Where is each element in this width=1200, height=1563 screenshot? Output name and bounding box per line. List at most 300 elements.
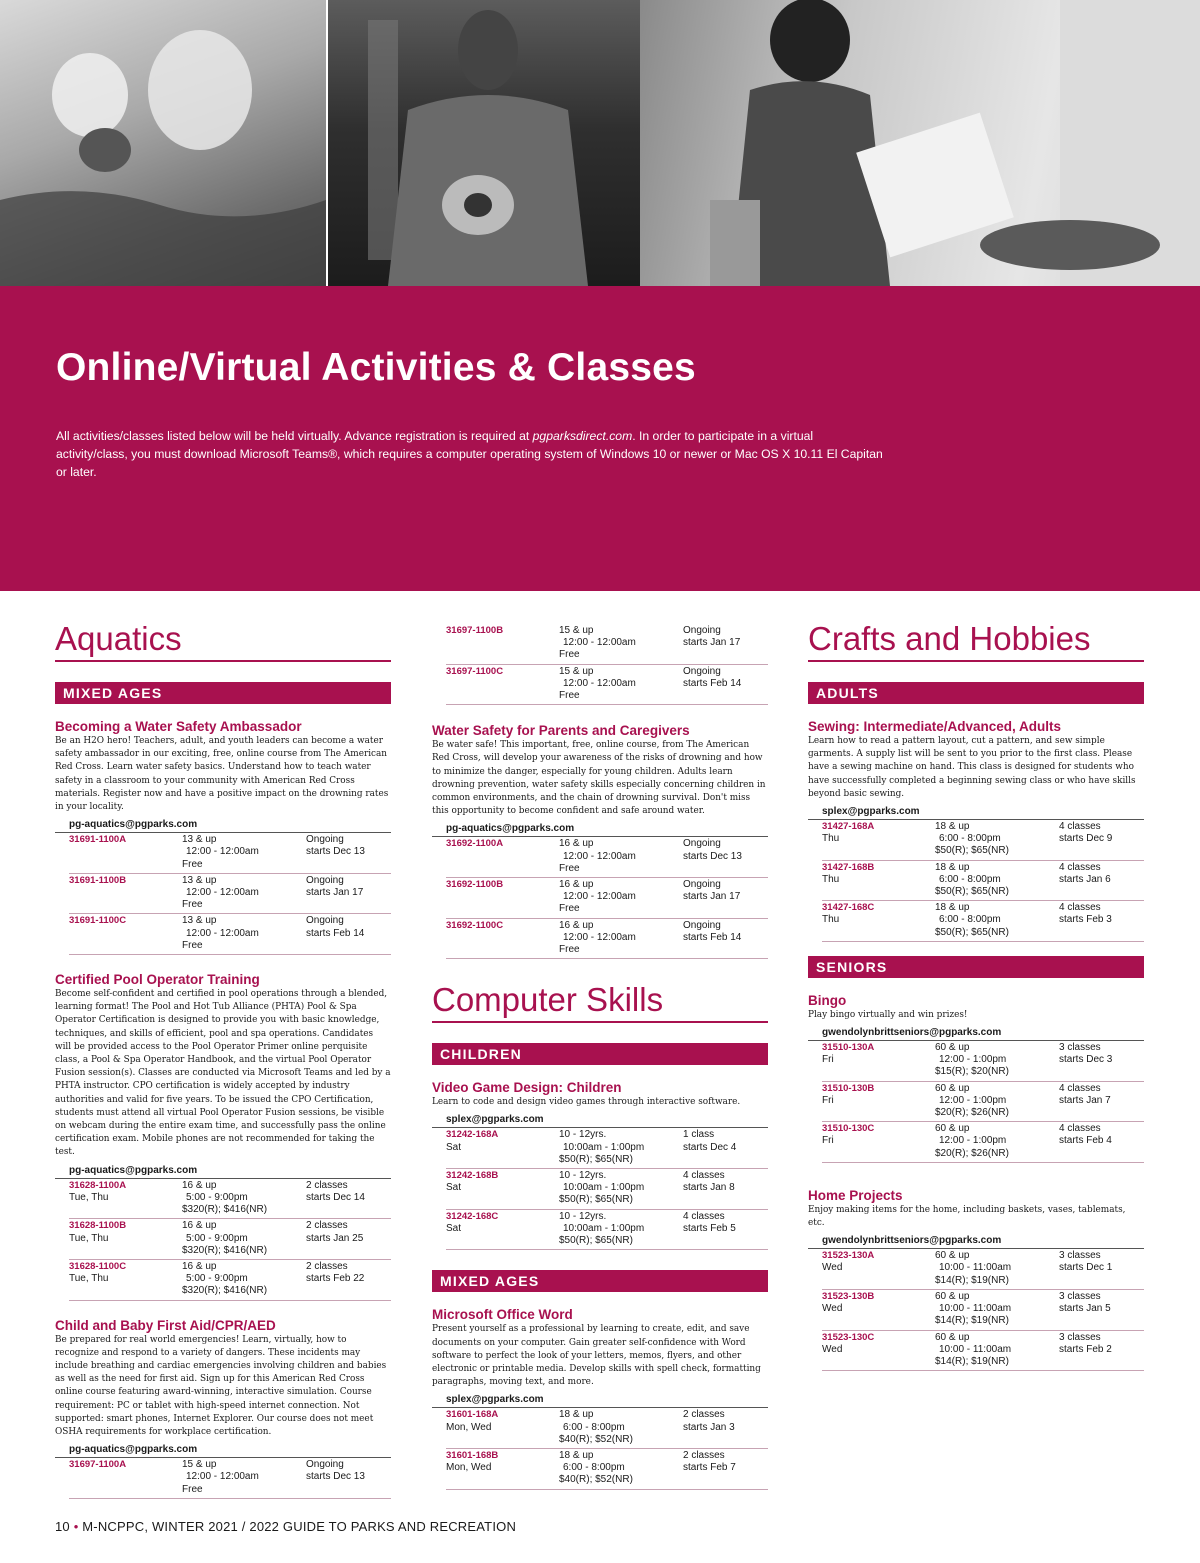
schedule-first-aid (69, 1458, 391, 1499)
course-status: 2 classes (306, 1220, 348, 1232)
course-fee: $50(R); $65(NR) (935, 926, 1009, 938)
row-col-code (822, 1123, 935, 1160)
course-status: Ongoing (306, 1459, 344, 1471)
row-col-status (1059, 1123, 1144, 1160)
page-number: 10 (55, 1519, 70, 1534)
row-col-code (446, 1170, 559, 1207)
schedule-row (446, 1408, 768, 1449)
contact-email-video-game[interactable]: splex@pgparks.com (432, 1113, 768, 1128)
course-age: 10 - 12yrs. (559, 1170, 607, 1182)
course-time: 6:00 - 8:00pm (563, 1462, 625, 1474)
row-col-details (935, 821, 1059, 858)
row-col-status (683, 920, 768, 957)
row-col-code (822, 1291, 935, 1328)
course-status: 4 classes (1059, 821, 1101, 833)
course-status: 2 classes (306, 1179, 348, 1191)
course-age: 15 & up (559, 625, 594, 636)
schedule-row (69, 1219, 391, 1260)
course-start: starts Feb 2 (1059, 1343, 1112, 1355)
activity-title-home-projects: Home Projects (808, 1187, 903, 1203)
course-code[interactable]: 31692-1100B (446, 879, 504, 891)
course-start: starts Jan 17 (683, 891, 741, 903)
page-title: Online/Virtual Activities & Classes (56, 346, 696, 389)
course-age: 18 & up (935, 821, 970, 833)
course-start: starts Feb 14 (306, 927, 365, 939)
course-code[interactable]: 31628-1100C (69, 1260, 127, 1272)
course-code[interactable]: 31523-130A (822, 1250, 875, 1262)
row-col-status (683, 1409, 768, 1446)
contact-email-first-aid[interactable]: pg-aquatics@pgparks.com (55, 1443, 391, 1458)
course-age: 16 & up (182, 1179, 217, 1191)
course-start: starts Dec 13 (306, 846, 365, 858)
row-col-status (1059, 1083, 1144, 1120)
schedule-row (822, 1082, 1144, 1123)
row-col-code (446, 920, 559, 957)
course-age: 16 & up (559, 919, 594, 931)
course-start: starts Jan 25 (306, 1232, 364, 1244)
course-fee: $320(R); $416(NR) (182, 1204, 268, 1216)
row-col-status (1059, 902, 1144, 939)
course-time: 12:00 - 12:00am (563, 850, 636, 862)
course-time: 6:00 - 8:00pm (939, 833, 1001, 845)
schedule-row (446, 665, 768, 706)
course-age: 60 & up (935, 1331, 970, 1343)
schedule-row (69, 833, 391, 874)
course-time: 10:00am - 1:00pm (563, 1222, 645, 1234)
course-start: starts Feb 7 (683, 1462, 736, 1474)
row-col-code (446, 1129, 559, 1166)
course-code[interactable]: 31427-168C (822, 902, 875, 914)
schedule-row (69, 1260, 391, 1301)
course-time: 6:00 - 8:00pm (939, 914, 1001, 926)
course-days: Fri (822, 1135, 834, 1147)
row-col-details (935, 902, 1059, 939)
course-start: starts Jan 8 (683, 1182, 735, 1194)
row-col-details (182, 1220, 306, 1257)
photo-weight-training-graphic (328, 0, 640, 286)
course-age: 16 & up (559, 838, 594, 850)
schedule-row (446, 1449, 768, 1490)
course-time: 6:00 - 8:00pm (939, 873, 1001, 885)
schedule-row (822, 1122, 1144, 1163)
course-status: Ongoing (306, 874, 344, 886)
course-code[interactable]: 31601-168A (446, 1409, 499, 1421)
course-fee: Free (182, 939, 203, 951)
activity-desc-home-projects: Enjoy making items for the home, including baskets, vases, tablemats, etc. (808, 1204, 1126, 1229)
row-col-code (446, 1409, 559, 1446)
course-code[interactable]: 31242-168A (446, 1129, 499, 1141)
course-status: 4 classes (1059, 861, 1101, 873)
registration-link[interactable]: pgparksdirect.com (532, 429, 633, 443)
course-code[interactable]: 31510-130A (822, 1042, 875, 1054)
row-col-code (69, 1180, 182, 1217)
course-code[interactable]: 31510-130B (822, 1082, 875, 1094)
row-col-status (306, 1180, 391, 1217)
course-code[interactable]: 31242-168B (446, 1170, 499, 1182)
contact-email-word[interactable]: splex@pgparks.com (432, 1393, 768, 1408)
schedule-row (69, 1458, 391, 1499)
course-code[interactable]: 31697-1100B (446, 625, 504, 636)
course-time: 12:00 - 12:00am (563, 891, 636, 903)
row-col-status (683, 879, 768, 916)
course-status: Ongoing (306, 834, 344, 846)
schedule-row (822, 1290, 1144, 1331)
course-code[interactable]: 31697-1100A (69, 1459, 127, 1471)
course-status: 3 classes (1059, 1042, 1101, 1054)
course-start: starts Jan 17 (683, 637, 741, 649)
course-age: 16 & up (559, 879, 594, 891)
row-col-details (935, 1291, 1059, 1328)
schedule-row (446, 837, 768, 878)
course-age: 15 & up (182, 1459, 217, 1471)
course-age: 13 & up (182, 834, 217, 846)
schedule-row (446, 624, 768, 665)
row-col-details (182, 915, 306, 952)
course-fee: $320(R); $416(NR) (182, 1244, 268, 1256)
intro-text-2: . In order to participate in a virtual activity/class, you must download Microsoft Teams®, which requires a computer operating system of Windows 10 or newer or Mac OS X 10.11 El Capitan or later. (56, 429, 883, 479)
schedule-row (446, 878, 768, 919)
course-time: 5:00 - 9:00pm (186, 1191, 248, 1203)
course-days: Mon, Wed (446, 1421, 492, 1433)
course-fee: $50(R); $65(NR) (935, 845, 1009, 857)
group-bar-children: CHILDREN (432, 1043, 768, 1065)
course-days: Thu (822, 833, 840, 845)
course-fee: $50(R); $65(NR) (935, 886, 1009, 898)
course-fee: Free (182, 1483, 203, 1495)
row-col-code (446, 625, 559, 662)
row-col-code (822, 1250, 935, 1287)
photo-cooking-class-graphic (640, 0, 1200, 286)
course-age: 60 & up (935, 1082, 970, 1094)
course-code[interactable]: 31523-130B (822, 1290, 875, 1302)
row-col-code (69, 915, 182, 952)
row-col-status (683, 838, 768, 875)
photo-strip (0, 0, 1200, 286)
course-code[interactable]: 31242-168C (446, 1210, 499, 1222)
row-col-status (683, 1450, 768, 1487)
row-col-details (935, 1332, 1059, 1369)
row-col-code (446, 1211, 559, 1248)
row-col-code (446, 1450, 559, 1487)
schedule-row (822, 1249, 1144, 1290)
course-code[interactable]: 31691-1100C (69, 915, 127, 927)
course-time: 12:00 - 12:00am (563, 677, 636, 689)
row-col-details (559, 920, 683, 957)
schedule-pool-operator (69, 1179, 391, 1301)
row-col-status (1059, 821, 1144, 858)
course-code[interactable]: 31628-1100A (69, 1179, 127, 1191)
footer-bullet: • (73, 1519, 79, 1534)
schedule-row (69, 914, 391, 955)
contact-email-bingo[interactable]: gwendolynbrittseniors@pgparks.com (808, 1026, 1144, 1041)
course-age: 13 & up (182, 915, 217, 927)
course-status: Ongoing (306, 915, 344, 927)
row-col-code (822, 862, 935, 899)
row-col-status (306, 915, 391, 952)
course-start: starts Dec 13 (683, 850, 742, 862)
course-age: 60 & up (935, 1123, 970, 1135)
course-start: starts Feb 14 (683, 931, 742, 943)
course-start: starts Feb 4 (1059, 1135, 1112, 1147)
schedule-water-safety-parents (446, 837, 768, 959)
course-days: Wed (822, 1303, 843, 1315)
row-col-status (1059, 862, 1144, 899)
section-title-aquatics: Aquatics (55, 620, 391, 662)
row-col-status (306, 1459, 391, 1496)
course-code[interactable]: 31510-130C (822, 1123, 875, 1135)
course-fee: $50(R); $65(NR) (559, 1194, 633, 1206)
course-fee: $14(R); $19(NR) (935, 1274, 1009, 1286)
course-code[interactable]: 31523-130C (822, 1331, 875, 1343)
course-status: Ongoing (683, 919, 721, 931)
activity-title-water-safety-parents: Water Safety for Parents and Caregivers (432, 723, 690, 739)
activity-desc-bingo: Play bingo virtually and win prizes! (808, 1009, 968, 1020)
schedule-row (446, 1210, 768, 1251)
course-status: 3 classes (1059, 1331, 1101, 1343)
course-fee: $40(R); $52(NR) (559, 1433, 633, 1445)
course-days: Sat (446, 1222, 462, 1234)
row-col-code (446, 666, 559, 703)
photo-cooking-class (640, 0, 1200, 286)
schedule-row (822, 1041, 1144, 1082)
activity-title-first-aid: Child and Baby First Aid/CPR/AED (55, 1317, 276, 1333)
course-status: 2 classes (683, 1409, 725, 1421)
group-bar-mixed-ages-computer: MIXED AGES (432, 1270, 768, 1292)
photo-swim-lesson (0, 0, 326, 286)
activity-desc-first-aid: Be prepared for real world emergencies! Learn, virtually, how to recognize and respond to a variety of dangers. These incidents may include breathing and cardiac emergencies involving children and babies as well as the need for first aid. Sign up for this American Red Cross online course featuring award-winning, interactive simulation. Course requirement: PC or tablet with high-speed internet connection. Not supported: smart phones, Internet Explorer. Our course does not meet OSHA requirements for workplace certification. (55, 1334, 387, 1437)
course-start: starts Jan 17 (306, 887, 364, 899)
course-code[interactable]: 31691-1100B (69, 874, 127, 886)
row-col-status (683, 1211, 768, 1248)
course-fee: $15(R); $20(NR) (935, 1066, 1009, 1078)
activity-title-ambassador: Becoming a Water Safety Ambassador (55, 719, 302, 734)
row-col-code (69, 1459, 182, 1496)
column-crafts (808, 600, 1144, 1371)
row-col-status (306, 1261, 391, 1298)
course-time: 12:00 - 12:00am (186, 1471, 259, 1483)
row-col-code (446, 838, 559, 875)
course-age: 18 & up (935, 902, 970, 914)
course-age: 60 & up (935, 1290, 970, 1302)
course-start: starts Dec 1 (1059, 1262, 1113, 1274)
course-start: starts Jan 3 (683, 1421, 735, 1433)
row-col-code (822, 1083, 935, 1120)
course-fee: $14(R); $19(NR) (935, 1315, 1009, 1327)
course-fee: Free (182, 899, 203, 911)
course-fee: Free (559, 862, 580, 874)
schedule-video-game (446, 1128, 768, 1250)
course-time: 10:00 - 11:00am (939, 1262, 1012, 1274)
row-col-details (559, 625, 683, 662)
schedule-row (822, 901, 1144, 942)
schedule-ambassador (69, 833, 391, 955)
row-col-details (935, 862, 1059, 899)
course-fee: $20(R); $26(NR) (935, 1147, 1009, 1159)
course-fee: $320(R); $416(NR) (182, 1285, 268, 1297)
course-code[interactable]: 31427-168B (822, 861, 875, 873)
row-col-status (683, 1129, 768, 1166)
row-col-details (182, 1180, 306, 1217)
course-time: 10:00am - 1:00pm (563, 1182, 645, 1194)
course-time: 12:00 - 1:00pm (939, 1094, 1007, 1106)
course-code[interactable]: 31692-1100C (446, 919, 504, 931)
schedule-row (69, 874, 391, 915)
course-days: Tue, Thu (69, 1273, 109, 1285)
course-status: 4 classes (1059, 902, 1101, 914)
course-fee: Free (559, 944, 580, 956)
course-status: 3 classes (1059, 1290, 1101, 1302)
schedule-first-aid-continued (446, 624, 768, 705)
course-fee: Free (559, 903, 580, 915)
course-days: Tue, Thu (69, 1191, 109, 1203)
course-age: 15 & up (559, 665, 594, 677)
schedule-bingo (822, 1041, 1144, 1163)
column-middle (432, 600, 768, 1490)
course-fee: $50(R); $65(NR) (559, 1235, 633, 1247)
footer-text: M-NCPPC, WINTER 2021 / 2022 GUIDE TO PARKS AND RECREATION (82, 1519, 517, 1534)
activity-desc-video-game: Learn to code and design video games through interactive software. (432, 1097, 741, 1108)
course-fee: Free (559, 690, 580, 702)
course-time: 10:00am - 1:00pm (563, 1141, 645, 1153)
row-col-code (822, 902, 935, 939)
course-time: 12:00 - 1:00pm (939, 1135, 1007, 1147)
schedule-row (446, 1169, 768, 1210)
row-col-details (559, 1170, 683, 1207)
row-col-status (683, 1170, 768, 1207)
course-start: starts Dec 3 (1059, 1054, 1113, 1066)
course-code[interactable]: 31628-1100B (69, 1220, 127, 1232)
row-col-details (935, 1042, 1059, 1079)
course-status: 2 classes (683, 1449, 725, 1461)
course-status: 3 classes (1059, 1250, 1101, 1262)
course-code[interactable]: 31427-168A (822, 821, 875, 833)
course-days: Fri (822, 1054, 834, 1066)
schedule-word (446, 1408, 768, 1489)
row-col-status (683, 666, 768, 703)
row-col-status (306, 875, 391, 912)
schedule-home-projects (822, 1249, 1144, 1371)
row-col-status (1059, 1332, 1144, 1369)
course-status: 4 classes (683, 1210, 725, 1222)
course-age: 10 - 12yrs. (559, 1129, 607, 1141)
activity-desc-sewing: Learn how to read a pattern layout, cut a pattern, and sew simple garments. A supply list will be sent to you prior to the first class. Please have a sewing machine on hand. This class is designed for students who have successfully completed a beginning sewing class or who have skills beyond basic sewing. (808, 736, 1136, 799)
course-days: Sat (446, 1182, 462, 1194)
row-col-details (559, 1450, 683, 1487)
course-fee: Free (182, 858, 203, 870)
course-time: 5:00 - 9:00pm (186, 1273, 248, 1285)
photo-weight-training (328, 0, 640, 286)
row-col-details (559, 879, 683, 916)
activity-title-sewing: Sewing: Intermediate/Advanced, Adults (808, 719, 1062, 734)
row-col-status (306, 834, 391, 871)
row-col-code (822, 1042, 935, 1079)
course-code[interactable]: 31692-1100A (446, 838, 504, 850)
course-fee: $40(R); $52(NR) (559, 1474, 633, 1486)
row-col-details (935, 1123, 1059, 1160)
row-col-status (306, 1220, 391, 1257)
course-days: Thu (822, 873, 840, 885)
course-status: 4 classes (683, 1170, 725, 1182)
activity-desc-word: Present yourself as a professional by learning to create, edit, and save documents on your computer. Gain greater self-confidence with Word software to perfect the look of your letters, memos, flyers, and other electronic or printable media. Develop skills with spell check, formatting paragraphs, moving text, and more. (432, 1324, 761, 1388)
row-col-code (446, 879, 559, 916)
row-col-status (683, 625, 768, 662)
course-age: 16 & up (182, 1220, 217, 1232)
course-status: 2 classes (306, 1260, 348, 1272)
course-start: starts Feb 5 (683, 1222, 736, 1234)
course-start: starts Feb 14 (683, 677, 742, 689)
course-code[interactable]: 31601-168B (446, 1449, 499, 1461)
schedule-row (822, 820, 1144, 861)
course-start: starts Feb 22 (306, 1273, 365, 1285)
course-start: starts Jan 7 (1059, 1094, 1111, 1106)
row-col-details (559, 1129, 683, 1166)
course-status: Ongoing (683, 625, 721, 636)
row-col-status (1059, 1250, 1144, 1287)
course-code[interactable]: 31691-1100A (69, 834, 127, 846)
intro-paragraph (56, 427, 886, 481)
row-col-status (1059, 1291, 1144, 1328)
course-age: 60 & up (935, 1042, 970, 1054)
course-start: starts Dec 13 (306, 1471, 365, 1483)
row-col-code (69, 834, 182, 871)
section-title-crafts: Crafts and Hobbies (808, 620, 1144, 662)
group-bar-seniors: SENIORS (808, 956, 1144, 978)
contact-email-ambassador[interactable]: pg-aquatics@pgparks.com (55, 818, 391, 833)
course-start: starts Feb 3 (1059, 914, 1112, 926)
course-age: 16 & up (182, 1260, 217, 1272)
course-code[interactable]: 31697-1100C (446, 665, 504, 677)
contact-email-sewing[interactable]: splex@pgparks.com (808, 805, 1144, 820)
row-col-details (182, 834, 306, 871)
course-fee: $50(R); $65(NR) (559, 1153, 633, 1165)
course-time: 12:00 - 12:00am (563, 931, 636, 943)
row-col-status (1059, 1042, 1144, 1079)
row-col-code (822, 1332, 935, 1369)
course-age: 13 & up (182, 874, 217, 886)
course-age: 18 & up (935, 861, 970, 873)
schedule-row (822, 861, 1144, 902)
row-col-details (182, 875, 306, 912)
activity-title-bingo: Bingo (808, 992, 847, 1008)
course-start: starts Jan 6 (1059, 873, 1111, 885)
course-time: 12:00 - 12:00am (186, 927, 259, 939)
group-bar-mixed-ages: MIXED AGES (55, 682, 391, 704)
photo-swim-lesson-graphic (0, 0, 326, 286)
schedule-row (69, 1179, 391, 1220)
contact-email-pool-operator[interactable]: pg-aquatics@pgparks.com (55, 1164, 391, 1179)
activity-title-pool-operator: Certified Pool Operator Training (55, 972, 260, 988)
contact-email-home-projects[interactable]: gwendolynbrittseniors@pgparks.com (808, 1234, 1144, 1249)
course-status: 4 classes (1059, 1082, 1101, 1094)
intro-banner (0, 286, 1200, 591)
course-time: 5:00 - 9:00pm (186, 1232, 248, 1244)
activity-title-word: Microsoft Office Word (432, 1307, 573, 1323)
course-fee: Free (559, 649, 580, 661)
row-col-details (935, 1250, 1059, 1287)
course-age: 10 - 12yrs. (559, 1210, 607, 1222)
row-col-code (822, 821, 935, 858)
course-status: Ongoing (683, 665, 721, 677)
activity-title-video-game: Video Game Design: Children (432, 1080, 622, 1096)
row-col-code (69, 875, 182, 912)
course-age: 60 & up (935, 1250, 970, 1262)
course-fee: $20(R); $26(NR) (935, 1107, 1009, 1119)
course-status: Ongoing (683, 879, 721, 891)
contact-email-water-safety-parents[interactable]: pg-aquatics@pgparks.com (432, 822, 768, 837)
course-status: 1 class (683, 1129, 715, 1141)
course-start: starts Dec 9 (1059, 833, 1113, 845)
schedule-row (446, 1128, 768, 1169)
